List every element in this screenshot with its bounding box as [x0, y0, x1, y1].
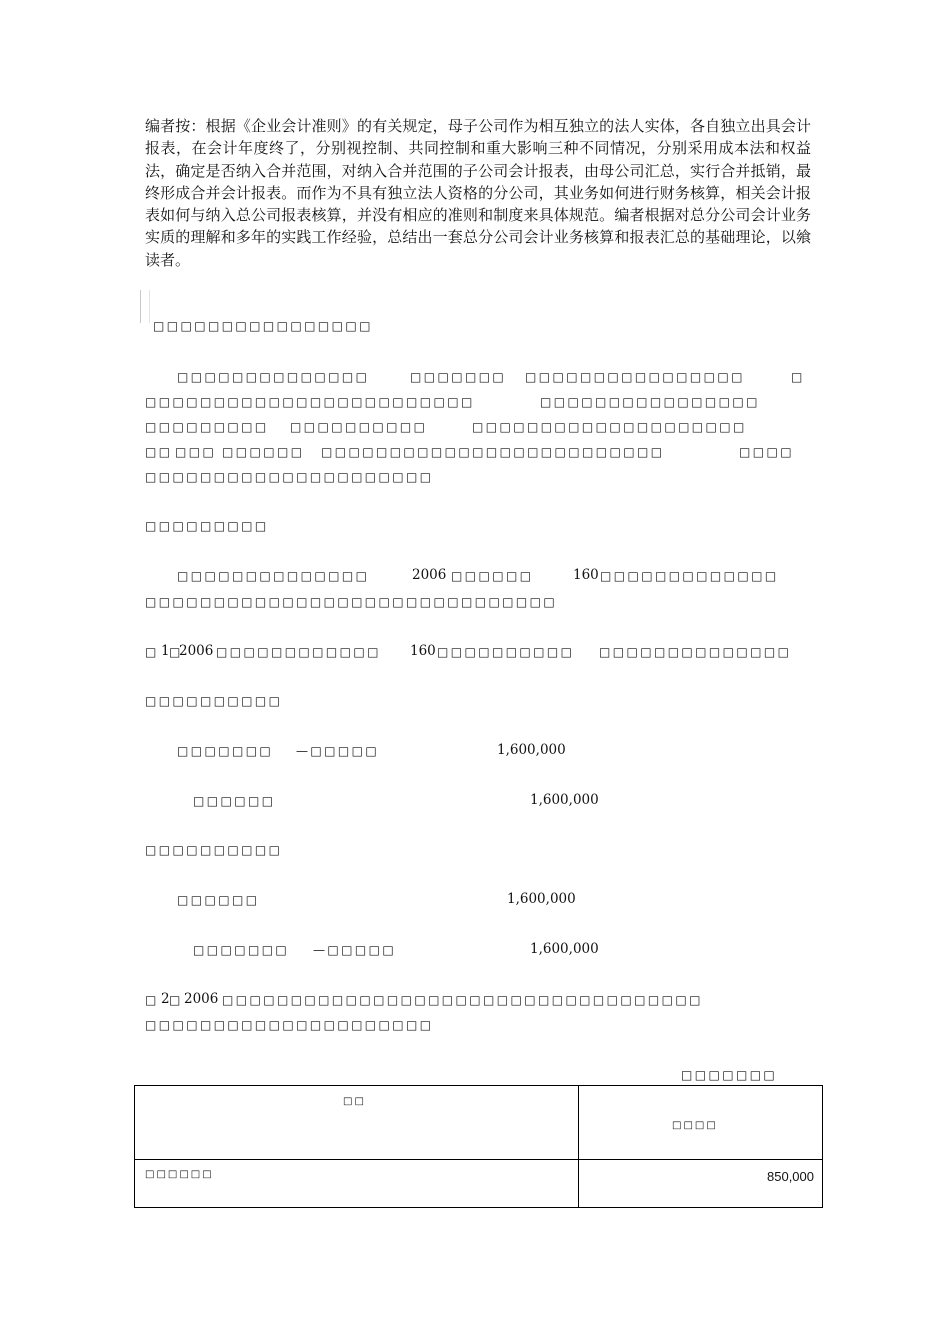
paragraph-4-fragment: □□□: [175, 445, 217, 459]
example-1-fragment: □□□□□□□□□□□□: [216, 645, 381, 659]
paragraph-1-fragment: □□□□□□□□□□□□□□□□: [525, 370, 745, 384]
paragraph-1-fragment: □□□□□□□: [410, 370, 507, 384]
paragraph-7: □□□□□□□□□□□□□□□□□□□□□□□□□□□□□□: [145, 595, 558, 609]
journal-1-credit-amount: 1,600,000: [530, 792, 599, 808]
example-2-fragment: □□□□□□□□□□□□□□□□□□□□□□□□□□□□□□□□□□□: [222, 993, 703, 1007]
section-heading-1: □□□□□□□□□□□□□□□□: [153, 319, 373, 333]
paragraph-4-fragment: □□□□□□: [222, 445, 305, 459]
journal-1-debit-amount: 1,600,000: [497, 742, 566, 758]
example-2-fragment: □: [145, 993, 159, 1007]
text-cursor-bar: [140, 290, 150, 323]
section-heading-2: □□□□□□□□□: [145, 519, 269, 533]
amount-value: 160: [410, 643, 436, 659]
paragraph-3-fragment: □□□□□□□□□□: [290, 420, 428, 434]
table-row-divider: [135, 1159, 823, 1160]
example-1-fragment: □: [169, 645, 183, 659]
journal-2-credit-account: □□□□□□□: [193, 943, 290, 957]
financial-table: [134, 1085, 823, 1208]
unit-note: □□□□□□□: [681, 1068, 778, 1082]
journal-1-label: □□□□□□□□□□: [145, 694, 283, 708]
table-header-amount: □□□□: [672, 1120, 718, 1131]
paragraph-3-fragment: □□□□□□□□□□□□□□□□□□□□: [472, 420, 747, 434]
journal-2-label: □□□□□□□□□□: [145, 843, 283, 857]
table-column-divider: [578, 1086, 579, 1208]
table-header-item: □□: [343, 1096, 366, 1107]
journal-2-debit-amount: 1,600,000: [507, 891, 576, 907]
journal-2-credit-subaccount: —□□□□□: [313, 943, 397, 957]
paragraph-4-fragment: □□□□□□□□□□□□□□□□□□□□□□□□□: [321, 445, 665, 459]
example-number: 1: [161, 643, 170, 659]
editor-note-paragraph: 编者按：根据《企业会计准则》的有关规定，母子公司作为相互独立的法人实体，各自独立出具会计报表，在会计年度终了，分别视控制、共同控制和重大影响三种不同情况，分别采用成本法和权益法，确定是否纳入合并范围，对纳入合并范围的子公司会计报表，由母公司汇总，实行合并抵销，最终形成合并会计报表。而作为不具有独立法人资格的分公司，其业务如何进行财务核算，相关会计报表如何与纳入总公司报表核算，并没有相应的准则和制度来具体规范。编者根据对总分公司会计业务实质的理解和多年的实践工作经验，总结出一套总分公司会计业务核算和报表汇总的基础理论，以飨读者。: [145, 117, 811, 269]
example-1-fragment: □: [145, 645, 159, 659]
paragraph-5: □□□□□□□□□□□□□□□□□□□□□: [145, 470, 434, 484]
paragraph-3-fragment: □□□□□□□□□: [145, 420, 269, 434]
paragraph-4-fragment: □□□□: [739, 445, 794, 459]
paragraph-1-fragment: □□□□□□□□□□□□□□: [177, 370, 370, 384]
year-value: 2006: [412, 567, 447, 583]
amount-value: 160: [573, 567, 599, 583]
journal-2-credit-amount: 1,600,000: [530, 941, 599, 957]
example-2-line-2: □□□□□□□□□□□□□□□□□□□□□: [145, 1018, 434, 1032]
example-1-fragment: □□□□□□□□□□□□□□: [599, 645, 792, 659]
paragraph-6-fragment: □□□□□□□□□□□□□□: [177, 569, 370, 583]
journal-2-debit-account: □□□□□□: [177, 893, 260, 907]
example-1-fragment: □□□□□□□□□□: [437, 645, 575, 659]
year-value: 2006: [179, 643, 214, 659]
year-value: 2006: [184, 991, 219, 1007]
table-row-label: □□□□□□: [145, 1169, 214, 1180]
paragraph-1-fragment: □: [791, 370, 805, 384]
example-number: 2: [161, 991, 170, 1007]
table-row-value: 850,000: [767, 1169, 814, 1184]
journal-1-debit-account: □□□□□□□: [177, 744, 274, 758]
journal-1-credit-account: □□□□□□: [193, 794, 276, 808]
paragraph-2-fragment: □□□□□□□□□□□□□□□□: [540, 395, 760, 409]
example-2-fragment: □: [169, 993, 183, 1007]
journal-1-debit-subaccount: —□□□□□: [296, 744, 380, 758]
paragraph-4-fragment: □□: [145, 445, 173, 459]
paragraph-6-fragment: □□□□□□: [451, 569, 534, 583]
paragraph-6-fragment: □□□□□□□□□□□□□: [600, 569, 779, 583]
paragraph-2-fragment: □□□□□□□□□□□□□□□□□□□□□□□□: [145, 395, 475, 409]
